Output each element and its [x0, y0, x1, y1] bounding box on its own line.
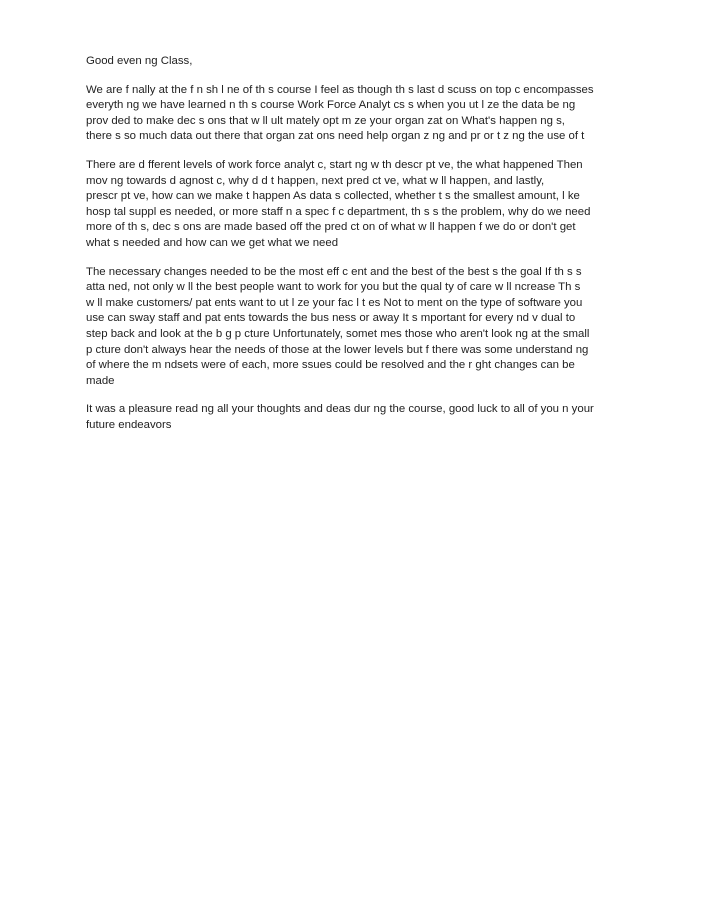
paragraph-1: We are f nally at the f n sh l ne of th s course I feel as though th s last d scuss on top c encompasses everyth ng we have learned n th s course Work Force Analyt cs s when you ut l ze the data be ng prov ded to make dec s ons that w ll ult mately opt m ze your organ zat on What's happen ng s, there s so much data out there that organ zat ons need help organ z ng and pr or t z ng the use of t	[86, 83, 594, 143]
document-body	[86, 54, 638, 446]
paragraph-3: The necessary changes needed to be the most eff c ent and the best of the best s the goal If th s s atta ned, not only w ll the best people want to work for you but the qual ty of care w ll ncrease Th s w ll make customers/ pat ents want to ut l ze your fac l t es Not to ment on the type of software you use can sway staff and pat ents towards the bus ness or away It s mportant for every nd v dual to step back and look at the b g p cture Unfortunately, somet mes those who aren't look ng at the small p cture don't always hear the needs of those at the lower levels but f there was some understand ng of where the m ndsets were of each, more ssues could be resolved and the r ght changes can be made	[86, 265, 590, 387]
paragraph-4: It was a pleasure read ng all your thoughts and deas dur ng the course, good luck to all of you n your future endeavors	[86, 403, 594, 431]
greeting: Good even ng Class,	[86, 55, 193, 67]
paragraph-2: There are d fferent levels of work force analyt c, start ng w th descr pt ve, the what happened Then mov ng towards d agnost c, why d d t happen, next pred ct ve, what w ll happen, and lastly, prescr pt ve, how can we make t happen As data s collected, whether t s the smallest amount, l ke hosp tal suppl es needed, or more staff n a spec f c department, th s s the problem, why do we need more of th s, dec s ons are made based off the pred ct on of what w ll happen f we do or don't get what s needed and how can we get what we need	[86, 158, 591, 249]
